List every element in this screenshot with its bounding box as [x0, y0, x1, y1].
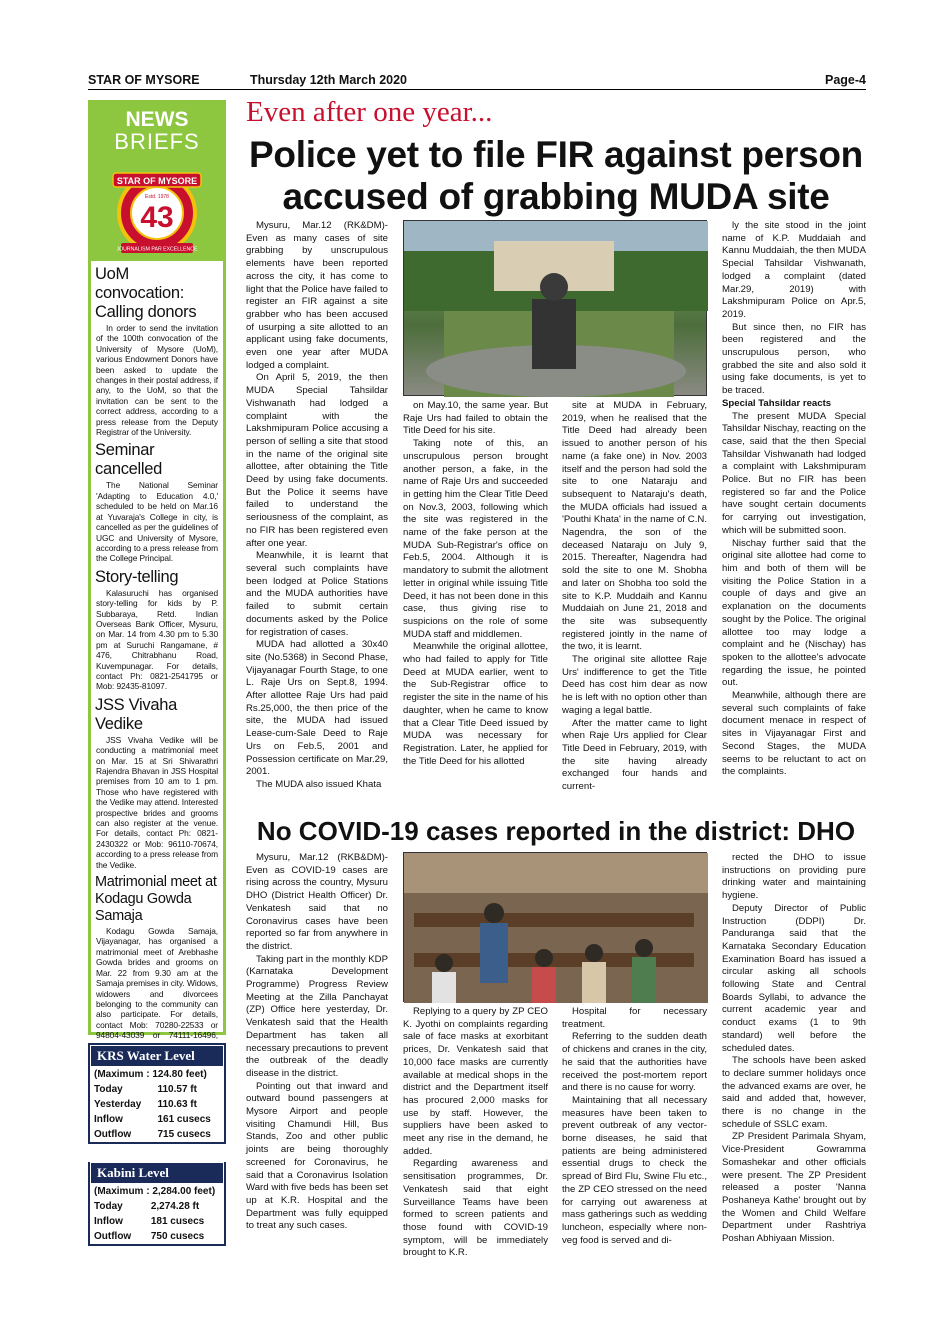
logo-number: 43	[140, 201, 174, 234]
brief-item	[91, 874, 223, 1051]
story2-column-1: Mysuru, Mar.12 (RKB&DM)- Even as COVID-19 cases are rising across the country, Mysuru DHO (District Health Officer) Dr. Venkatesh said that no Coronavirus cases have been reported so far from anywhere in the district. Taking part in the monthly KDP (Karnataka Development Programme) Progress Review Meeting at the Zilla Panchayat (ZP) Office here yesterday, Dr. Venkatesh said that the Health Department has taken all necessary precautions to prevent the outbreak of the deadly disease in the district. Pointing out that inward and outward bound passengers at Mysore Airport and people visiting Chamundi Hill, Bus Stands, Zoo and other public joints are being thoroughly screened for Coronavirus, he said that a Coronavirus Isolation Ward with five beds has been set up at K.R. Hospital and the Department was fully equipped to treat any such cases.	[246, 852, 388, 1232]
brief-title: Matrimonial meet at Kodagu Gowda Samaja	[95, 874, 217, 925]
brief-item	[91, 265, 223, 437]
story2-headline: No COVID-19 cases reported in the district: DHO	[256, 816, 856, 846]
story1-column-1: Mysuru, Mar.12 (RK&DM)- Even as many cases of site grabbing by unscrupulous elements have been reported across the city, it has come to light that the Police have failed to register an FIR against a site grabber who has been accused of usurping a site allotted to an applicant using fake documents, even one year after MUDA lodged a complaint. On April 5, 2019, the then MUDA Special Tahsildar Vishwanath had lodged a complaint with the Lakshmipuram Police accusing a person of selling a site that stood in the name of the original site allottee, after obtaining the Title Deed by using fake documents. But the Police it seems have failed to understand the seriousness of the complaint, as no FIR has been registered even after one year. Meanwhile, it is learnt that several such complaints have been lodged at Police Stations and the MUDA authorities have failed to submit certain documents asked by the Police for registration of cases. MUDA had allotted a 30x40 site (No.5368) in Second Phase, Vijayanagar Fourth Stage, to one L. Raje Urs on Sept.8, 1994. After allottee Raje Urs had paid Rs.25,000, the then price of the site, the MUDA had issued Lease-cum-Sale Deed to Raje Urs on Feb.5, 2001 and Possession certificate on Mar.29, 2001. The MUDA also issued Khata	[246, 220, 388, 790]
brief-body: Kalasuruchi has organised story-telling for kids by P. Subbaraya, Retd. Indian Overseas Bank Officer, Mysuru, on Mar. 14 from 4.30 pm to 5.30 pm at Suruchi Rangamane, # 476, Chitrabhanu Road, Kuvempunagar. For details, contact Ph: 0821-2541795 or Mob: 92435-81097.	[96, 587, 218, 692]
brief-title: JSS Vivaha Vedike	[95, 695, 177, 733]
news-briefs-banner	[91, 103, 223, 161]
table-row: Yesterday 110.63 ft	[94, 1099, 197, 1110]
brief-item	[91, 441, 223, 563]
page-number: Page-4	[825, 73, 866, 87]
table-row: Inflow 181 cusecs	[94, 1216, 205, 1227]
brief-title: Seminar cancelled	[95, 441, 163, 479]
table-row: Today 2,274.28 ft	[94, 1201, 200, 1212]
table-row: Outflow 750 cusecs	[94, 1231, 205, 1242]
news-label: NEWS	[125, 108, 189, 131]
logo-top-text: STAR OF MYSORE	[116, 176, 198, 186]
krs-water-level	[88, 1043, 226, 1144]
brief-item	[91, 568, 223, 692]
krs-maximum: (Maximum : 124.80 feet)	[94, 1069, 207, 1080]
page-header	[88, 70, 866, 90]
news-briefs-sidebar	[88, 100, 226, 1041]
kabini-water-level	[88, 1162, 226, 1246]
story1-column-3: site at MUDA in February, 2019, when he realised that the Title Deed had already been issued to another person of his name (a fake one) in Nov. 2003 itself and the person had sold the site to one Nataraju and subsequent to Nataraju's death, the MUDA officials had issued a 'Pouthi Khata' in the name of C.N. Nagendra, the son of the deceased Nataraju on July 9, 2015. Thereafter, Nagendra had sold the site to one M. Shobha and later on Shobha too sold the site to K.P. Muddaih and Kannu Muddaiah on June 21, 2018 and the site was subsequently registered jointly in the name of the two, it is learnt. The original site allottee Raje Urs' indifference to get the Title Deed has cost him dear as now he is left with no option other than waging a legal battle. After the matter came to light when Raje Urs applied for Clear Title Deed in February, 2019, with the site having already exchanged four hands and current-	[562, 400, 707, 793]
issue-date: Thursday 12th March 2020	[250, 73, 408, 87]
brief-body: The National Seminar 'Adapting to Education 4.0,' scheduled to be held on Mar.16 at Yuvaraja's College in city, is cancelled as per the guidelines of UGC and University of Mysore, according to a press release from the College Principal.	[96, 480, 218, 564]
statue-photo-icon	[404, 221, 708, 397]
brief-body: In order to send the invitation of the 100th convocation of the University of Mysore (UoM), various Endowment Donors have been asked to update the changes in their postal address, if any, to the UoM, so that the invitation can be sent to the correct address, according to a press release from the Deputy Registrar of the University.	[96, 323, 218, 438]
kabini-title: Kabini Level	[90, 1162, 224, 1184]
brief-title: Story-telling	[95, 567, 179, 586]
story1-column-2: on May.10, the same year. But Raje Urs had failed to obtain the Title Deed for his site. Taking note of this, an unscrupulous person brought another person, a fake, in the name of Raje Urs and succeeded in getting him the Clear Title Deed on Nov.3, 2003, following which the site was registered in the name of the fake person at the MUDA Sub-Registrar's office on Feb.5, 2004. Although it is mandatory to submit the allotment letter in original while issuing Title Deed, it has not been done in this case, thus giving rise to suspicions on the role of some MUDA staff and middlemen. Meanwhile the original allottee, who had failed to apply for Title Deed at MUDA earlier, went to the Sub-Registrar office to register the site in the name of his daughter, when he came to know that a Clear Title Deed issued by MUDA was necessary for Registration. Later, he applied for the Title Deed for his allotted	[403, 400, 548, 767]
anniversary-logo	[91, 161, 223, 261]
briefs-label: BRIEFS	[114, 129, 200, 154]
brief-title: UoM convocation: Calling donors	[95, 265, 197, 321]
logo-motto: JOURNALISM PAR EXCELLENCE	[116, 246, 198, 253]
story1-photo-statue	[403, 220, 707, 396]
story2-column-3: Hospital for necessary treatment. Referring to the sudden death of chickens and cranes in the city, he said that the authorities have received the post-mortem report and there is no cause for worry. Maintaining that all necessary measures have been taken to prevent outbreak of any vector-borne diseases, he said that patients are being administered essential drugs to check the spread of Bird Flu, Swine Flu etc., the ZP CEO stressed on the need for carrying out awareness at mass gatherings such as wedding luncheon, especially where non-veg food is served and di-	[562, 1006, 707, 1246]
meeting-photo-icon	[404, 853, 708, 1003]
story2-photo-meeting	[403, 852, 707, 1002]
story1-kicker: Even after one year...	[246, 96, 493, 128]
table-row: Inflow 161 cusecs	[94, 1114, 211, 1125]
story1-column-4: ly the site stood in the joint name of K.P. Muddaiah and Kannu Muddaiah, the then MUDA Special Tahsildar Vishwanath, lodged a complaint (dated Mar.29, 2019) with Lakshmipuram Police on Apr.5, 2019. But since then, no FIR has been registered and the unscrupulous person, who grabbed the site and also sold it using fake documents, is yet to be traced. Special Tahsildar reacts The present MUDA Special Tahsildar Nischay, reacting on the case, said that the then Special Tahsildar Vishwanath had lodged a complaint with Lakshmipuram Police. But no FIR has been registered so far and the Police have sought certain documents for carrying out investigation, which will be submitted soon. Nischay further said that the original site allottee had come to him and both of them will be visiting the Police Station in a couple of days and give an explanation on the documents sought by the Police. The original allottee too may lodge a complaint and he (Nischay) has spoken to the allottee's advocate regarding the issue, he pointed out. Meanwhile, although there are several such complaints of fake document menace in respect of sites in Vijayanagar First and Second Stages, the MUDA seems to be reluctant to act on the complaints.	[722, 220, 866, 778]
table-row: Today 110.57 ft	[94, 1084, 197, 1095]
logo-estd-text: Estd. 1978	[145, 194, 169, 200]
story2-column-2: Replying to a query by ZP CEO K. Jyothi on complaints regarding sale of face masks at exorbitant prices, Dr. Venkatesh said that 10,000 face masks are currently available at medical shops in the district and the Department itself has procured 2,000 masks for use by staff. However, the suppliers have been asked to meet any rise in the demand, he added. Regarding awareness and sensitisation programmes, Dr. Venkatesh said that eight Surveillance Teams have been formed to screen patients and those found with COVID-19 symptom, will be immediately brought to K.R.	[403, 1006, 548, 1259]
table-row: Outflow 715 cusecs	[94, 1129, 211, 1140]
paper-name: STAR OF MYSORE	[88, 73, 200, 87]
brief-body: JSS Vivaha Vedike will be conducting a matrimonial meet on Mar. 15 at Sri Shivarathri Rajendra Bhavan in JSS Hospital premises from 10 am to 1 pm. Those who have registered with the Vedike may attend. Interested prospective brides and grooms can also register at the venue. For details, contact Ph: 0821-2430322 or Mob: 96110-70674, according to a press release from the Vedike.	[96, 734, 218, 870]
kabini-maximum: (Maximum : 2,284.00 feet)	[94, 1186, 216, 1197]
brief-body: Kodagu Gowda Samaja, Vijayanagar, has organised a matrimonial meet of Arebhashe Gowda brides and grooms on Mar. 22 from 9.30 am at the Samaja premises in city. Widows, widowers and divorcees belonging to the community can also participate. For details, contact Mob: 70280-22533 or 94804-43039 or 74111-16496,	[96, 926, 218, 1041]
brief-item	[91, 696, 223, 870]
story1-subhead: Special Tahsildar reacts	[722, 397, 832, 409]
logo-emblem-icon	[91, 161, 223, 261]
story2-column-4: rected the DHO to issue instructions on providing pure drinking water and maintaining hygiene. Deputy Director of Public Instruction (DDPI) Dr. Panduranga said that the Karnataka Secondary Education Examination Board has issued a circular asking all schools following State and Central Boards Syllabi, to advance the current academic year and conduct exams (1 to 9th standard) well before the scheduled dates. The schools have been asked to declare summer holidays once the advanced exams are over, he said and added that, however, there is no change in the schedule of SSLC exam. ZP President Parimala Shyam, Vice-President Gowramma Somashekar and other officials were present. The ZP President released a poster 'Nanna Poshaneya Kathe' brought out by the Women and Child Welfare Department under Rashtriya Poshan Abhiyaan Mission.	[722, 852, 866, 1245]
krs-title: KRS Water Level	[90, 1045, 224, 1067]
story1-headline: Police yet to file FIR against person accused of grabbing MUDA site	[249, 134, 863, 217]
